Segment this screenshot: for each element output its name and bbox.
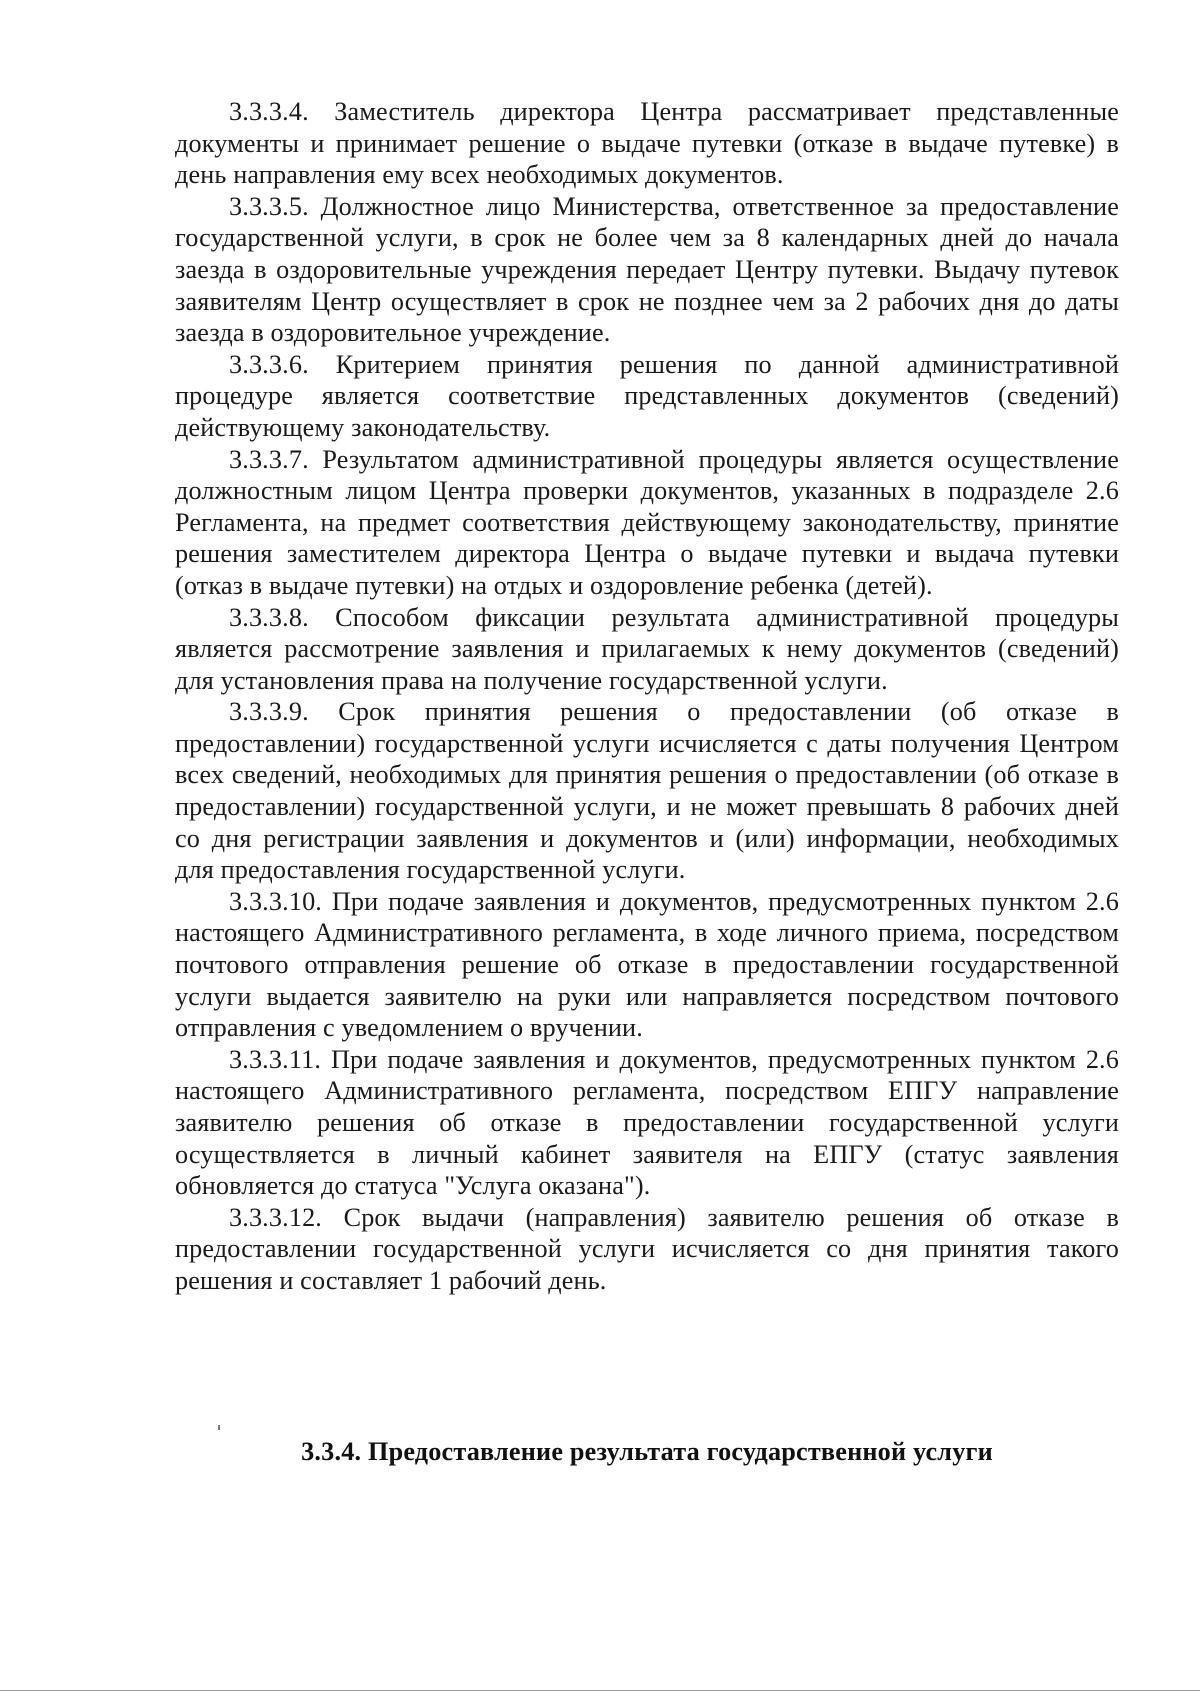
document-body xyxy=(175,96,1119,1297)
paragraph-3-3-3-9: 3.3.3.9. Срок принятия решения о предоставлении (об отказе в предоставлении) государственной услуги исчисляется с даты получения Центром всех сведений, необходимых для принятия решения о предоставлении (об отказе в предоставлении) государственной услуги, и не может превышать 8 рабочих дней со дня регистрации заявления и документов и (или) информации, необходимых для предоставления государственной услуги. xyxy=(175,697,1119,885)
section-heading: 3.3.4. Предоставление результата государственной услуги xyxy=(301,1437,993,1466)
paragraph-3-3-3-8: 3.3.3.8. Способом фиксации результата административной процедуры является рассмотрение заявления и прилагаемых к нему документов (сведений) для установления права на получение государственной услуги. xyxy=(175,602,1119,695)
paragraph-3-3-3-11: 3.3.3.11. При подаче заявления и документов, предусмотренных пунктом 2.6 настоящего Административного регламента, посредством ЕПГУ направление заявителю решения об отказе в предоставлении государственной услуги осуществляется в личный кабинет заявителя на ЕПГУ (статус заявления обновляется до статуса "Услуга оказана"). xyxy=(175,1044,1119,1201)
scan-bottom-edge xyxy=(0,1690,1200,1691)
paragraph-3-3-3-5: 3.3.3.5. Должностное лицо Министерства, ответственное за предоставление государственной услуги, в срок не более чем за 8 календарных дней до начала заезда в оздоровительные учреждения передает Центру путевки. Выдачу путевок заявителям Центр осуществляет в срок не позднее чем за 2 рабочих дня до даты заезда в оздоровительное учреждение. xyxy=(175,191,1119,348)
paragraph-3-3-3-10: 3.3.3.10. При подаче заявления и документов, предусмотренных пунктом 2.6 настоящего Административного регламента, в ходе личного приема, посредством почтового отправления решение об отказе в предоставлении государственной услуги выдается заявителю на руки или направляется посредством почтового отправления с уведомлением о вручении. xyxy=(175,886,1119,1043)
paragraph-3-3-3-6: 3.3.3.6. Критерием принятия решения по данной административной процедуре является соответствие представленных документов (сведений) действующему законодательству. xyxy=(175,349,1119,442)
paragraph-3-3-3-4: 3.3.3.4. Заместитель директора Центра рассматривает представленные документы и принимает решение о выдаче путевки (отказе в выдаче путевке) в день направления ему всех необходимых документов. xyxy=(175,97,1119,190)
paragraph-3-3-3-12: 3.3.3.12. Срок выдачи (направления) заявителю решения об отказе в предоставлении государственной услуги исчисляется со дня принятия такого решения и составляет 1 рабочий день. xyxy=(175,1202,1119,1295)
scan-speck xyxy=(218,1425,220,1430)
paragraph-3-3-3-7: 3.3.3.7. Результатом административной процедуры является осуществление должностным лицом Центра проверки документов, указанных в подразделе 2.6 Регламента, на предмет соответствия действующему законодательству, принятие решения заместителем директора Центра о выдаче путевки и выдача путевки (отказ в выдаче путевки) на отдых и оздоровление ребенка (детей). xyxy=(175,444,1119,600)
